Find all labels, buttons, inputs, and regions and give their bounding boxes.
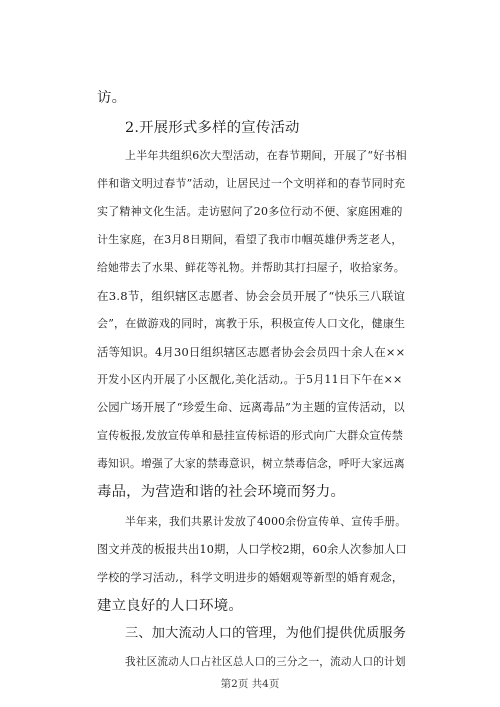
text-line: 计生家庭，在3月8日期间，看望了我市巾帼英雄伊秀芝老人， xyxy=(97,233,403,246)
text-line: 毒知识。增强了大家的禁毒意识，树立禁毒信念，呼吁大家远离 xyxy=(97,457,405,470)
text-line: 开发小区内开展了小区靓化,美化活动,。于5月11日下午在×× xyxy=(97,373,403,386)
text-line: 我社区流动人口占社区总人口的三分之一，流动人口的计划 xyxy=(125,656,406,668)
text-line: 半年来，我们共累计发放了4000余份宣传单、宣传手册。 xyxy=(125,515,407,528)
page-number-footer: 第2页 共4页 xyxy=(220,678,280,690)
text-line: 图文并茂的板报共出10期，人口学校2期，60余人次参加人口 xyxy=(97,543,407,556)
text-line: 建立良好的人口环境。 xyxy=(97,598,243,614)
text-line: 会”，在做游戏的同时，寓教于乐，积极宣传人口文化，健康生 xyxy=(97,317,406,330)
text-line: 宣传板报,发放宣传单和悬挂宣传标语的形式向广大群众宣传禁 xyxy=(97,429,404,442)
text-line: 公园广场开展了“珍爱生命、远离毒品”为主题的宣传活动，以 xyxy=(97,401,405,414)
text-line: 毒品，为营造和谐的社会环境而努力。 xyxy=(97,484,346,500)
text-line: 访。 xyxy=(97,90,127,106)
text-line: 活等知识。4月30日组织辖区志愿者协会会员四十余人在×× xyxy=(97,345,406,359)
text-line: 学校的学习活动,，科学文明进步的婚姻观等新型的婚育观念， xyxy=(97,571,404,584)
text-line: 实了精神文化生活。走访慰问了20多位行动不便、家庭困难的 xyxy=(97,205,403,218)
text-line: 上半年共组织6次大型活动，在春节期间，开展了“好书相 xyxy=(125,149,407,162)
section-heading: 2.开展形式多样的宣传活动 xyxy=(125,120,300,136)
text-line: 给她带去了水果、鲜花等礼物。并帮助其打扫屋子，收拾家务。 xyxy=(97,261,405,274)
text-line: 在3.8节，组织辖区志愿者、协会会员开展了“快乐三八联谊 xyxy=(97,289,406,303)
text-line: 伴和谐文明过春节”活动，让居民过一个文明祥和的春节同时充 xyxy=(97,177,406,190)
section-heading: 三、加大流动人口的管理，为他们提供优质服务 xyxy=(125,626,407,641)
